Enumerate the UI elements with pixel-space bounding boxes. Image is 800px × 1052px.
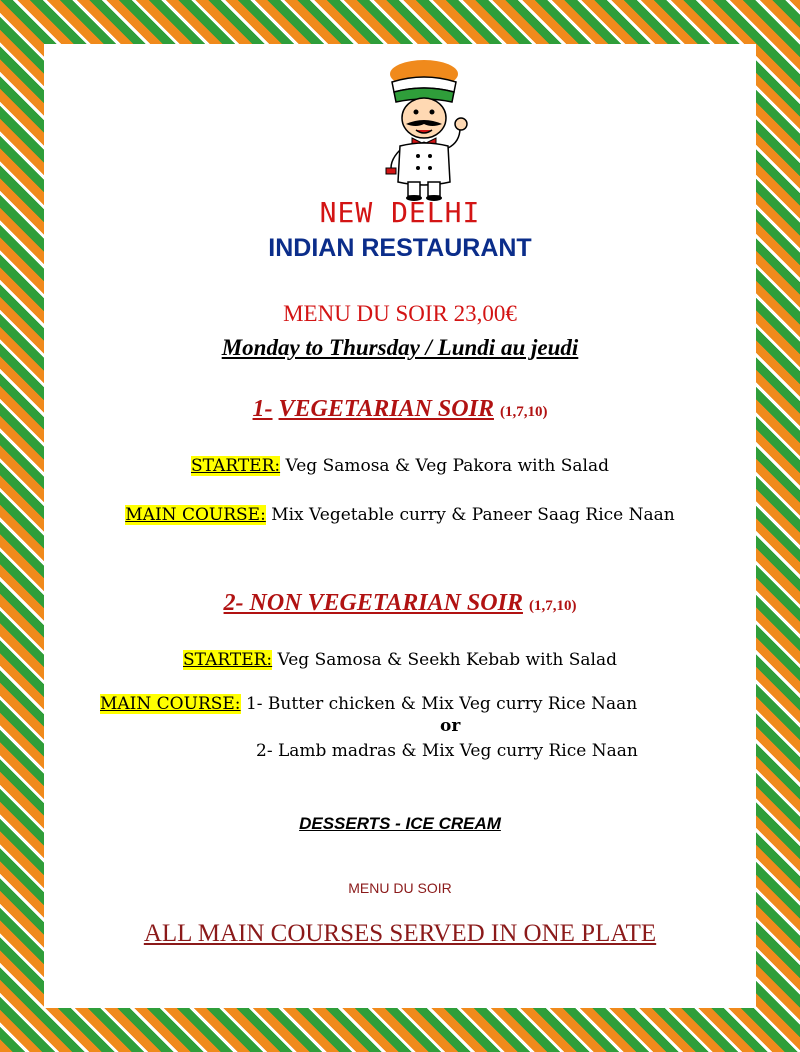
section-non-vegetarian-title bbox=[44, 590, 756, 617]
menu-days: Monday to Thursday / Lundi au jeudi bbox=[221, 335, 579, 360]
allergen-codes: (1,7,10) bbox=[499, 404, 548, 420]
menu-page bbox=[44, 44, 756, 1008]
menu-du-soir-label: MENU DU SOIR bbox=[348, 880, 452, 896]
main-course-text: Mix Vegetable curry & Paneer Saag Rice Naan bbox=[265, 505, 675, 525]
served-note: ALL MAIN COURSES SERVED IN ONE PLATE bbox=[143, 920, 657, 947]
section-title-text: VEGETARIAN SOIR bbox=[278, 396, 494, 422]
chef-mascot-icon bbox=[364, 52, 484, 202]
starter-label: STARTER: bbox=[183, 650, 273, 670]
menu-price: MENU DU SOIR 23,00€ bbox=[283, 301, 517, 326]
main-option-2: 2- Lamb madras & Mix Veg curry Rice Naan bbox=[256, 741, 638, 761]
desserts: DESSERTS - ICE CREAM bbox=[299, 814, 501, 833]
section-number: 1- bbox=[252, 396, 273, 422]
main-course-label: MAIN COURSE: bbox=[125, 505, 266, 525]
main-option-1: 1- Butter chicken & Mix Veg curry Rice Naan bbox=[240, 694, 638, 714]
restaurant-name: NEW DELHI bbox=[319, 196, 481, 229]
section-vegetarian-title bbox=[44, 396, 756, 423]
main-course-label: MAIN COURSE: bbox=[100, 694, 241, 714]
non-veg-starter bbox=[44, 650, 756, 670]
starter-text: Veg Samosa & Veg Pakora with Salad bbox=[280, 456, 609, 476]
restaurant-type: INDIAN RESTAURANT bbox=[268, 234, 532, 262]
starter-text: Veg Samosa & Seekh Kebab with Salad bbox=[272, 650, 617, 670]
section-title-text: 2- NON VEGETARIAN SOIR bbox=[223, 590, 523, 616]
non-veg-main bbox=[100, 694, 637, 714]
main-or: or bbox=[440, 716, 461, 736]
vegetarian-starter bbox=[44, 456, 756, 476]
starter-label: STARTER: bbox=[191, 456, 281, 476]
allergen-codes: (1,7,10) bbox=[528, 598, 577, 614]
vegetarian-main bbox=[44, 505, 756, 525]
